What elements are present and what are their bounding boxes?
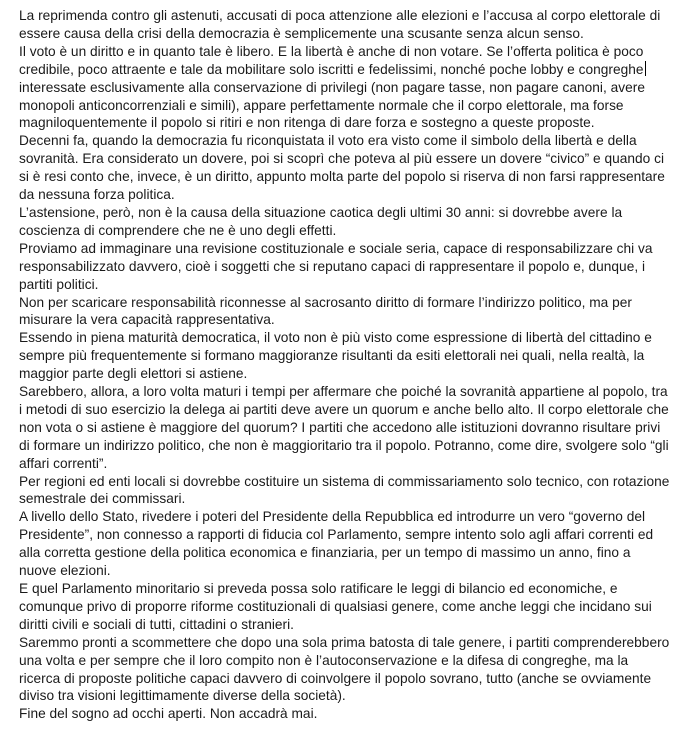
paragraph-1: La reprimenda contro gli astenuti, accusati di poca attenzione alle elezioni e l’accusa al corpo elettorale di essere causa della crisi della democrazia è semplicemente una scusante senza alcun senso. — [19, 8, 661, 41]
text-cursor — [645, 61, 646, 76]
paragraph-11: A livello dello Stato, rivedere i poteri del Presidente della Repubblica ed introdurre un vero “governo del Presidente”, non connesso a rapporti di fiducia col Parlamento, sempre intento solo agli affari correnti ed alla corretta gestione della politica economica e finanziaria, per un tempo di massimo un anno, fino a nuove elezioni. — [19, 509, 654, 579]
paragraph-10: Per regioni ed enti locali si dovrebbe costituire un sistema di commissariamento solo tecnico, con rotazione semestrale dei commissari. — [19, 473, 670, 507]
document-body[interactable] — [19, 7, 671, 723]
paragraph-5: L’astensione, però, non è la causa della situazione caotica degli ultimi 30 anni: si dovrebbe avere la coscienza di comprendere che ne è uno degli effetti. — [19, 204, 623, 238]
paragraph-4: Decenni fa, quando la democrazia fu riconquistata il voto era visto come il simbolo della libertà e della sovranità. Era considerato un dovere, poi si scoprì che poteva al più essere un dovere “civico” e quando ci si è resi conto che, invece, è un diritto, appunto molta parte del popolo si riserva di non farsi rappresentare da nessuna forza politica. — [19, 133, 665, 203]
paragraph-3: interessate esclusivamente alla conservazione di privilegi (non pagare tasse, non pagare canoni, avere monopoli anticoncorrenziali e simili), appare perfettamente normale che il corpo elettorale, ma forse magniloquentemente il popolo si ritiri e non ritenga di dare forza e sostegno a queste proposte. — [19, 79, 645, 131]
paragraph-9: Sarebbero, allora, a loro volta maturi i tempi per affermare che poiché la sovranità appartiene al popolo, tra i metodi di suo esercizio la delega ai partiti deve avere un quorum e anche bello alto. Il corpo elettorale che non vota o si astiene è maggiore del quorum? I partiti che accedono alle istituzioni dovranno risultare privi di formare un indirizzo politico, che non è maggioritario tra il popolo. Potranno, come dire, svolgere solo “gli affari correnti”. — [19, 384, 669, 471]
paragraph-13: Saremmo pronti a scommettere che dopo una sola prima batosta di tale genere, i partiti comprenderebbero una volta e per sempre che il loro compito non è l’autoconservazione e la difesa di congreghe, ma la ricerca di proposte politiche capaci davvero di coinvolgere il popolo sovrano, tutto (anche se ovviamente diviso tra visioni legittimamente diverse della società). — [19, 634, 670, 704]
paragraph-2 — [19, 43, 671, 79]
paragraph-7: Non per scaricare responsabilità riconnesse al sacrosanto diritto di formare l’indirizzo politico, ma per misurare la vera capacità rappresentativa. — [19, 294, 632, 328]
paragraph-8: Essendo in piena maturità democratica, il voto non è più visto come espressione di libertà del cittadino e sempre più frequentemente si formano maggioranze risultanti da esiti elettorali nei quali, nella realtà, la maggior parte degli elettori si astiene. — [19, 330, 652, 382]
paragraph-12: E quel Parlamento minoritario si preveda possa solo ratificare le leggi di bilancio ed economiche, e comunque privo di proporre riforme costituzionali di qualsiasi genere, come anche leggi che incidano sui diritti civili e sociali di tutti, cittadini o stranieri. — [19, 581, 652, 632]
paragraph-14: Fine del sogno ad occhi aperti. Non accadrà mai. — [19, 706, 318, 722]
paragraph-6: Proviamo ad immaginare una revisione costituzionale e sociale seria, capace di responsabilizzare chi va responsabilizzato davvero, cioè i soggetti che si reputano capaci di rappresentare il popolo e, dunque, i partiti politici. — [19, 240, 653, 292]
paragraph-2-text: Il voto è un diritto e in quanto tale è libero. E la libertà è anche di non votare. Se l’offerta politica è poco credibile, poco attraente e tale da mobilitare solo iscritti e fedelissimi, nonché poche lobby e congreghe — [19, 43, 644, 77]
